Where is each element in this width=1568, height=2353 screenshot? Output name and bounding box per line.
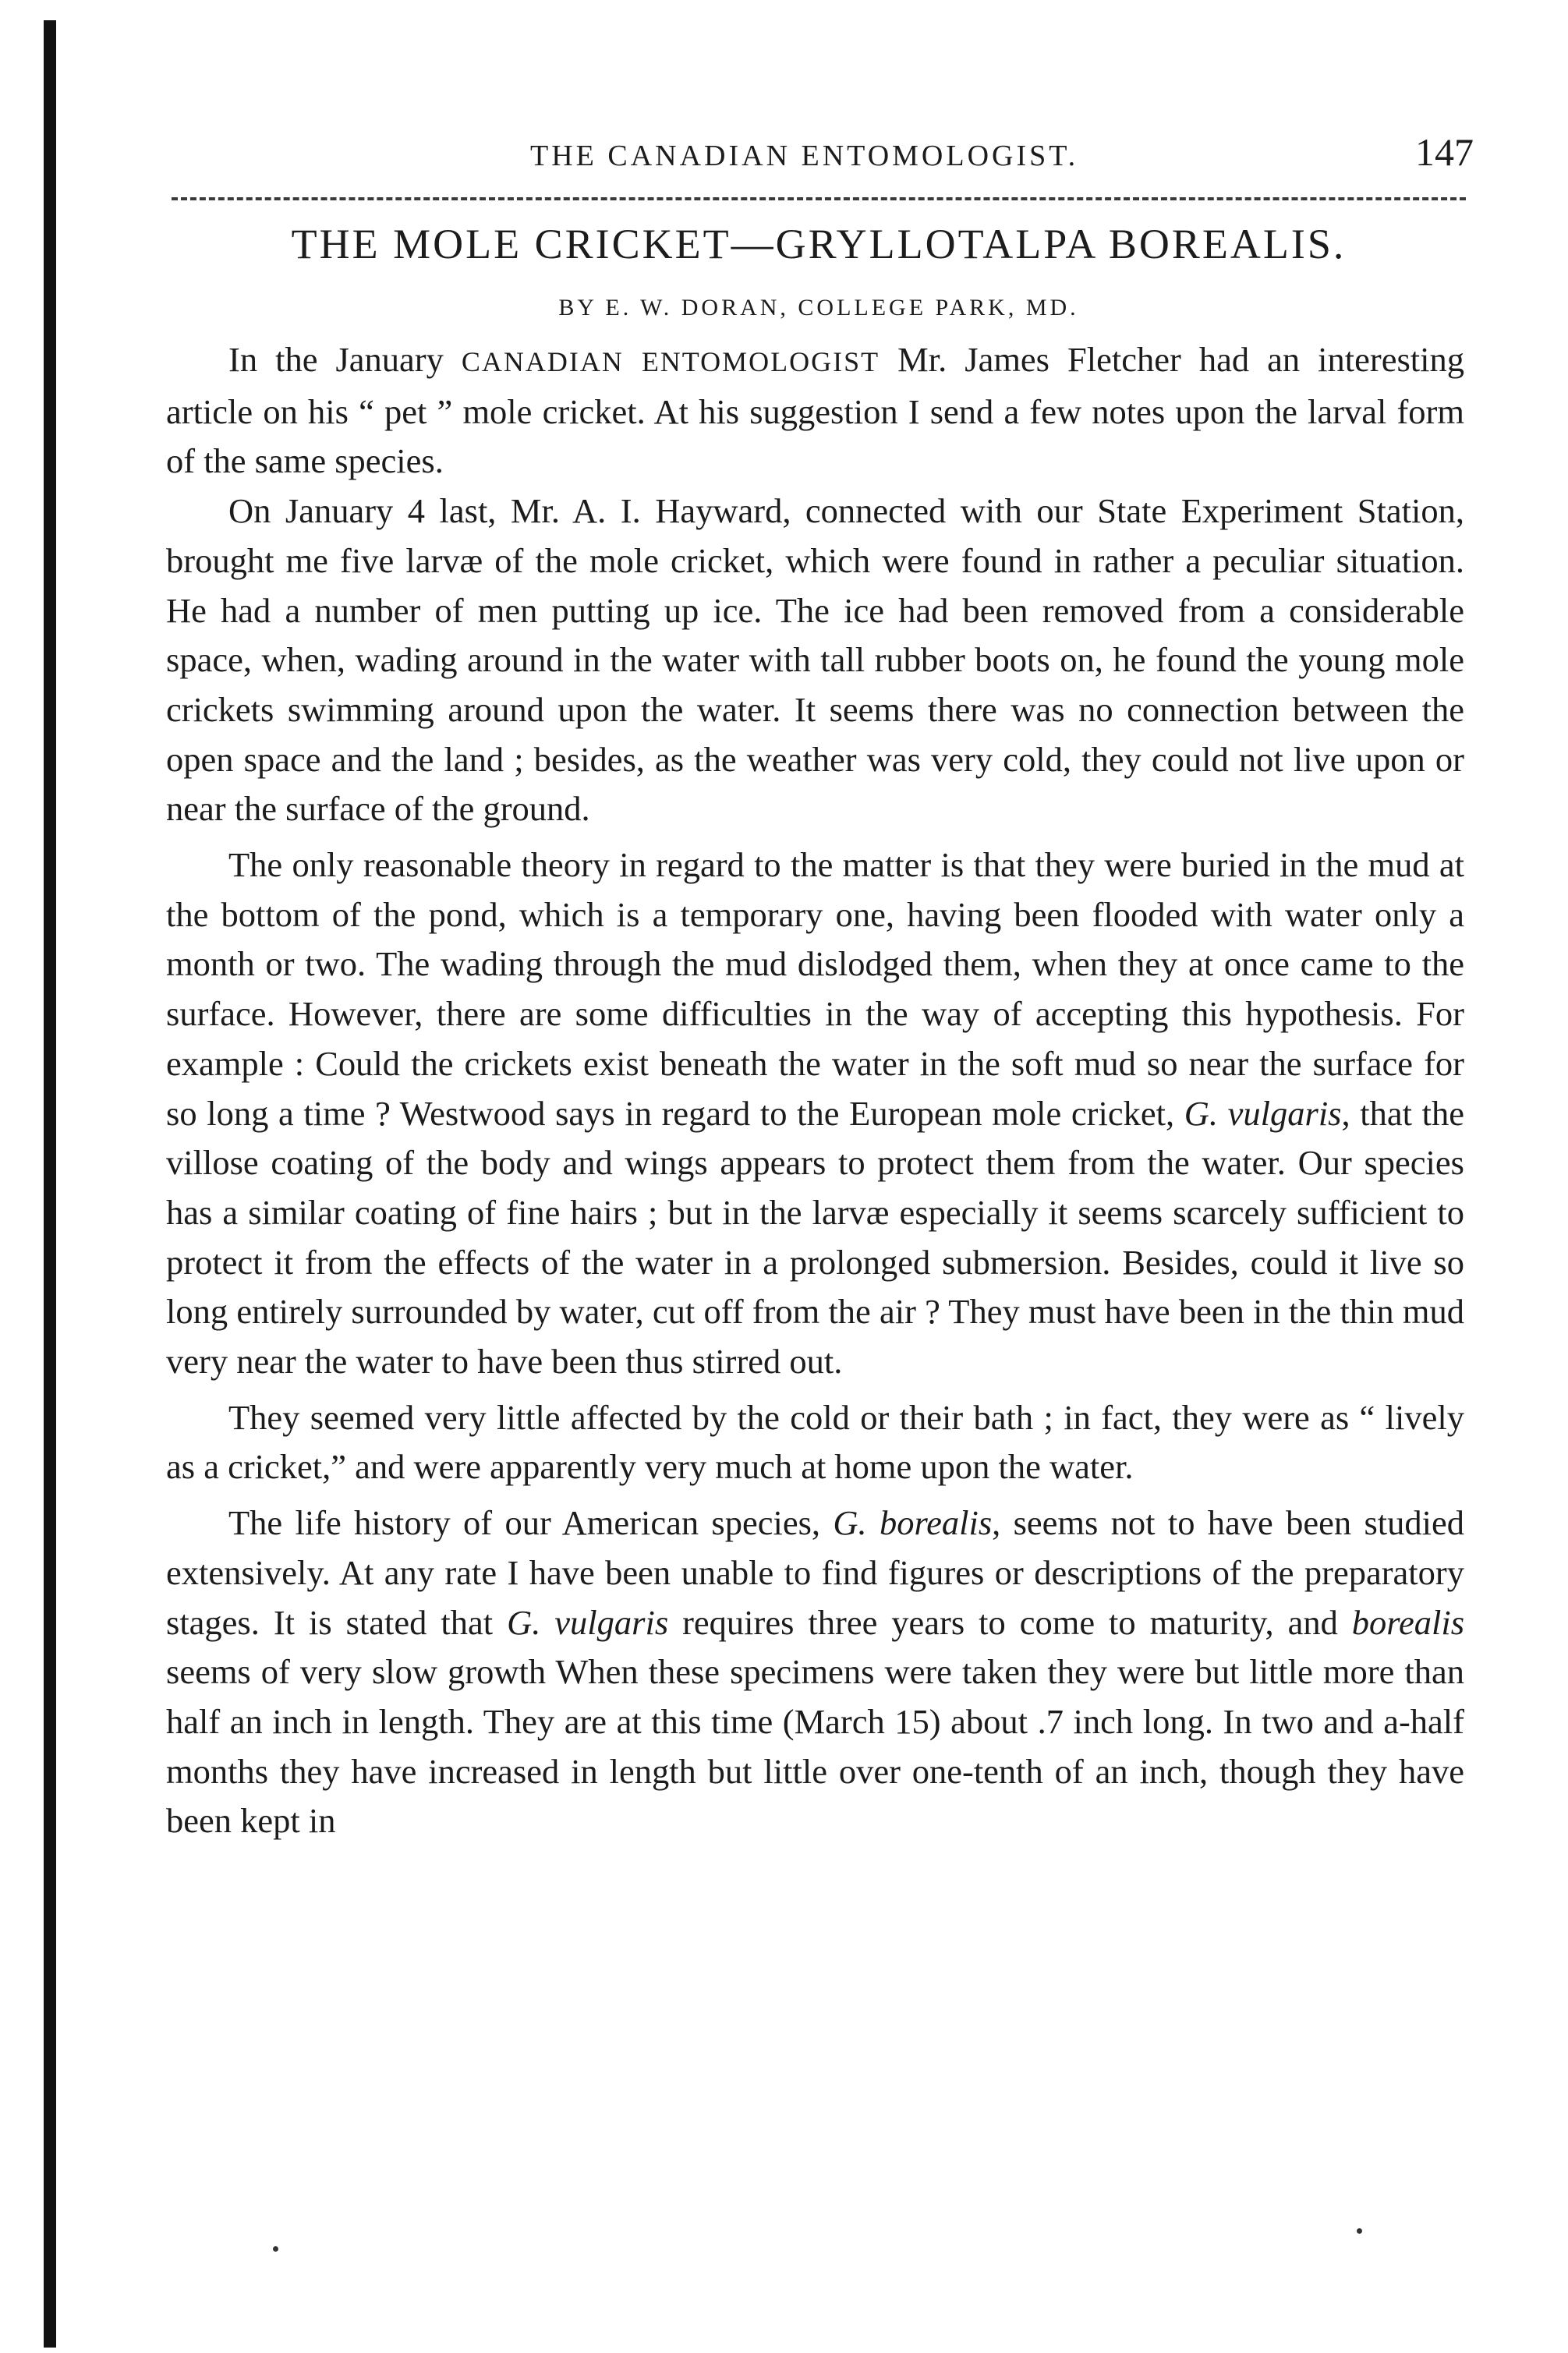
page-number: 147 <box>1415 130 1474 174</box>
species-name: G. borealis <box>833 1503 993 1543</box>
scan-edge-bar <box>44 20 56 2348</box>
scan-speck <box>273 2246 278 2252</box>
species-name: borealis <box>1351 1602 1465 1642</box>
paragraph-5: The life history of our American species, G. borealis, seems not to have been studied extensively. At any rate I have been unable to find figures or descriptions of the preparatory stages. It is stated that G. vulgaris requires three years to come to maturity, and borealis seems of very slow growth When these specimens were taken they were but little more than half an inch in length. They are at this time (March 15) about .7 inch long. In two and a-half months they have increased in length but little over one-tenth of an inch, though they have been kept in <box>166 1503 1465 1841</box>
article-title: THE MOLE CRICKET—GRYLLOTALPA BOREALIS. <box>291 221 1347 267</box>
running-title: THE CANADIAN ENTOMOLOGIST. <box>530 140 1079 172</box>
journal-name: CANADIAN ENTOMOLOGIST <box>461 346 880 377</box>
paragraph-2: On January 4 last, Mr. A. I. Hayward, connected with our State Experiment Station, brought me five larvæ of the mole cricket, which were found in rather a peculiar situation. He had a number of men putting up ice. The ice had been removed from a considerable space, when, wading around in the water with tall rubber boots on, he found the young mole crickets swimming around upon the water. It seems there was no connection between the open space and the land ; besides, as the weather was very cold, they could not live upon or near the surface of the ground. <box>166 491 1464 829</box>
paragraph-3: The only reasonable theory in regard to the matter is that they were buried in the mud at the bottom of the pond, which is a temporary one, having been flooded with water only a month or two. The wading through the mud dislodged them, when they at once came to the surface. However, there are some difficulties in the way of accepting this hypothesis. For example : Could the crickets exist beneath the water in the soft mud so near the surface for so long a time ? Westwood says in regard to the European mole cricket, G. vulgaris, that the villose coating of the body and wings appears to protect them from the water. Our species has a similar coating of fine hairs ; but in the larvæ especially it seems scarcely sufficient to protect it from the effects of the water in a prolonged submersion. Besides, could it live so long entirely surrounded by water, cut off from the air ? They must have been in the thin mud very near the water to have been thus stirred out. <box>166 845 1464 1382</box>
scan-speck <box>1357 2228 1362 2234</box>
paragraph-1: In the January CANADIAN ENTOMOLOGIST Mr. James Fletcher had an interesting article on his “ pet ” mole cricket. At his suggestion I send a few notes upon the larval form of the same species. <box>166 340 1465 481</box>
running-header <box>164 125 1474 187</box>
paragraph-4: They seemed very little affected by the cold or their bath ; in fact, they were as “ lively as a cricket,” and were apparently very much at home upon the water. <box>166 1397 1464 1487</box>
species-name: G. vulgaris <box>1184 1093 1342 1133</box>
byline: BY E. W. DORAN, COLLEGE PARK, MD. <box>558 295 1079 320</box>
article-body <box>166 335 1464 1846</box>
header-rule <box>172 197 1466 200</box>
species-name: G. vulgaris <box>507 1602 669 1642</box>
